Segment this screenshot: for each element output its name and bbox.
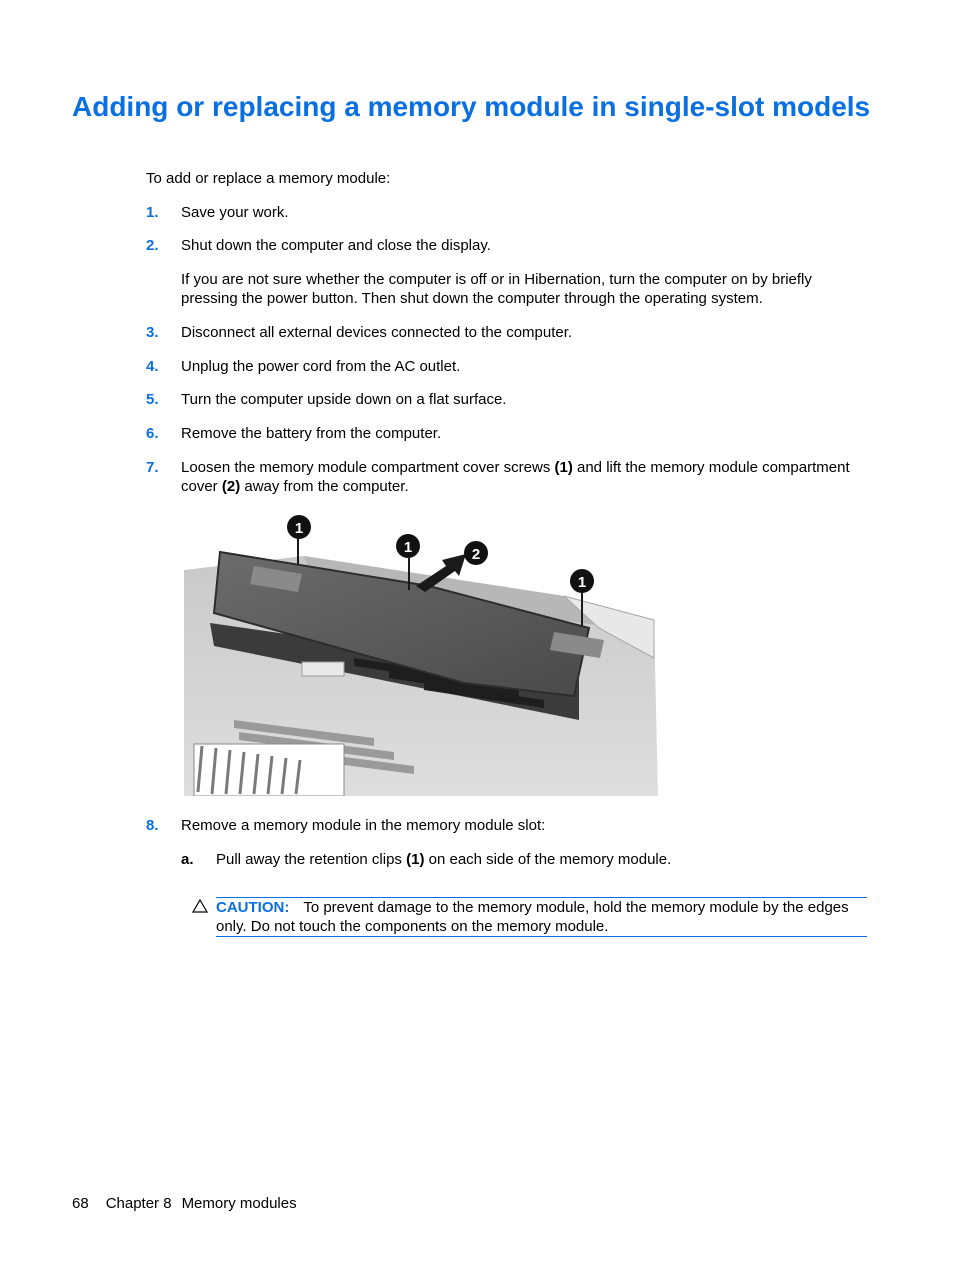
step-2-note: If you are not sure whether the computer is off or in Hibernation, turn the computer on by briefly pressing the power button. Then shut down the computer through the operating system. (181, 271, 812, 307)
caution-box (216, 897, 867, 937)
callout-number: 1 (294, 520, 304, 537)
page-footer (72, 1194, 314, 1213)
substep-text-part: Pull away the retention clips (216, 851, 407, 868)
caution-label: CAUTION: (216, 899, 290, 916)
step-number: 1. (146, 204, 159, 221)
caution-triangle-icon (192, 899, 208, 913)
chapter-label: Chapter 8 (105, 1195, 172, 1212)
step-text: Remove the battery from the computer. (181, 425, 442, 442)
callout-number: 1 (403, 539, 413, 556)
callout-ref: (1) (406, 851, 425, 868)
substep-text (216, 850, 876, 869)
callout-number: 1 (577, 574, 587, 591)
step-number: 8. (146, 817, 159, 834)
callout-number: 2 (471, 546, 481, 563)
step-number: 5. (146, 391, 159, 408)
callout-ref: (2) (221, 478, 241, 495)
step-text: Disconnect all external devices connected to the computer. (181, 324, 573, 341)
memory-compartment-illustration (184, 508, 658, 796)
step-text: Remove a memory module in the memory module slot: (181, 817, 546, 834)
step-number: 2. (146, 237, 159, 254)
substep-text-part: on each side of the memory module. (424, 851, 672, 868)
page-title: Adding or replacing a memory module in single-slot models (72, 91, 871, 122)
step-text: Turn the computer upside down on a flat surface. (181, 391, 507, 408)
callout-ref: (1) (554, 459, 573, 476)
step-text-part: Loosen the memory module compartment cover screws (181, 459, 555, 476)
step-number: 7. (146, 459, 159, 476)
step-number: 6. (146, 425, 159, 442)
step-text: Save your work. (181, 204, 289, 221)
step-text-part: and lift the memory module compartment cover (181, 459, 850, 495)
step-text (181, 458, 871, 496)
section-name: Memory modules (181, 1195, 297, 1212)
substep-letter: a. (181, 851, 194, 868)
intro-text: To add or replace a memory module: (146, 170, 391, 187)
step-text: Unplug the power cord from the AC outlet. (181, 358, 461, 375)
caution-text (216, 898, 867, 936)
step-number: 4. (146, 358, 159, 375)
page-number: 68 (72, 1195, 89, 1212)
step-text: Shut down the computer and close the display. (181, 237, 491, 254)
caution-body: To prevent damage to the memory module, hold the memory module by the edges only. Do not touch the components on the memory module. (216, 899, 849, 935)
step-number: 3. (146, 324, 159, 341)
step-text-part: away from the computer. (240, 478, 409, 495)
